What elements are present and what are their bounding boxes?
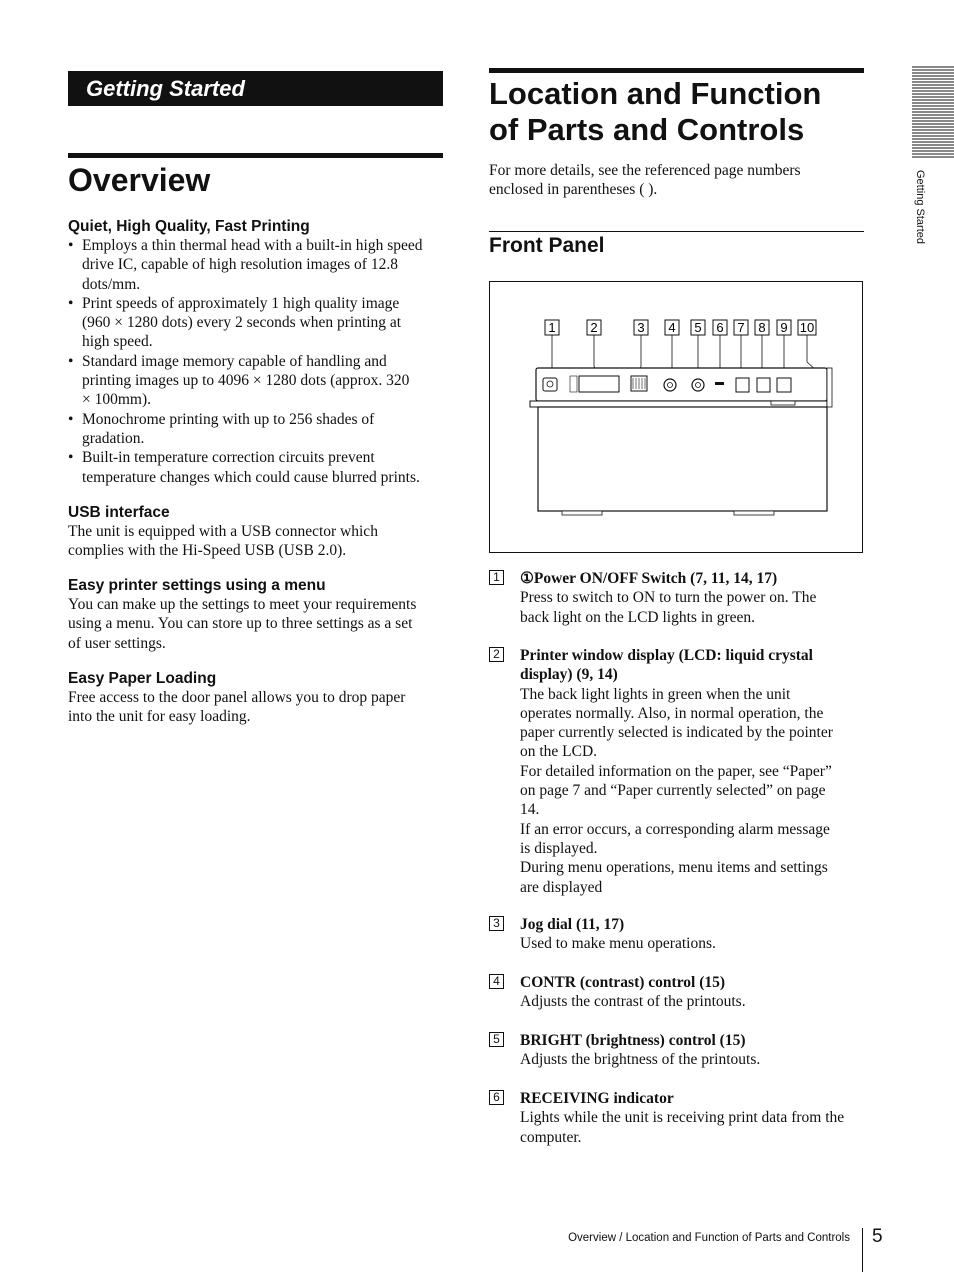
- part-description-line: During menu operations, menu items and settings: [520, 859, 828, 877]
- part-description-line: on the LCD.: [520, 743, 598, 761]
- front-panel-heading: Front Panel: [489, 234, 605, 257]
- part-title: ①Power ON/OFF Switch (7, 11, 14, 17): [520, 570, 778, 587]
- part-number-box: 2: [489, 647, 504, 662]
- part-description-line: is displayed.: [520, 839, 598, 857]
- part-item-1: [489, 569, 864, 627]
- part-description-line: back light on the LCD lights in green.: [520, 608, 756, 626]
- part-item-6: [489, 1089, 864, 1147]
- overview-subheading: USB interface: [68, 504, 170, 521]
- part-title: Printer window display (LCD: liquid crystal: [520, 647, 813, 664]
- open-button: [777, 378, 791, 392]
- part-description-line: For detailed information on the paper, see “Paper”: [520, 762, 832, 780]
- callout-number: 9: [780, 320, 788, 335]
- bullet-item: • Built-in temperature correction circuits prevent temperature changes which could cause blurred prints.: [68, 448, 446, 487]
- part-description-line: computer.: [520, 1128, 582, 1146]
- footer-rule: [862, 1228, 863, 1272]
- callout-number: 3: [637, 320, 645, 335]
- part-title: RECEIVING indicator: [520, 1090, 674, 1107]
- bullet-item: • Standard image memory capable of handling and printing images up to 4096 × 1280 dots (approx. 320 × 100mm).: [68, 352, 446, 410]
- main-intro-paragraph: For more details, see the referenced page numbers enclosed in parentheses ( ).: [489, 162, 801, 199]
- part-description-line: are displayed: [520, 878, 603, 896]
- printer-foot-left: [562, 511, 602, 515]
- callout-number: 4: [668, 320, 676, 335]
- part-number-box: 4: [489, 974, 504, 989]
- part-description-line: Used to make menu operations.: [520, 935, 716, 953]
- part-number-box: 1: [489, 570, 504, 585]
- contrast-knob-center: [668, 383, 673, 388]
- callout-group: [545, 320, 816, 335]
- callout-number: 2: [590, 320, 598, 335]
- callout-number: 8: [758, 320, 766, 335]
- callout-number: 7: [737, 320, 745, 335]
- callout-number: 5: [694, 320, 702, 335]
- part-description-line: Lights while the unit is receiving print data from the: [520, 1109, 845, 1127]
- part-item-4: [489, 973, 864, 1012]
- overview-subheading: Easy Paper Loading: [68, 670, 217, 687]
- part-description-line: 14.: [520, 801, 540, 819]
- overview-subheading: Quiet, High Quality, Fast Printing: [68, 218, 310, 235]
- callout-number: 10: [799, 320, 815, 335]
- part-description-line: If an error occurs, a corresponding alarm message: [520, 820, 830, 838]
- receiving-indicator: [715, 382, 724, 385]
- callout-leader: [807, 335, 818, 372]
- copy-button: [757, 378, 770, 392]
- part-description-line: operates normally. Also, in normal operation, the: [520, 704, 824, 722]
- bullet-item: • Employs a thin thermal head with a built-in high speed drive IC, capable of high resolution images of 12.8 dots/mm.: [68, 236, 446, 294]
- part-title: Jog dial (11, 17): [520, 916, 625, 933]
- overview-title: Overview: [68, 162, 211, 198]
- part-description-line: paper currently selected is indicated by the pointer: [520, 724, 833, 742]
- side-tab-marker: [912, 66, 954, 158]
- power-switch: [543, 378, 557, 391]
- part-title: CONTR (contrast) control (15): [520, 974, 726, 991]
- footer-running-title: Overview / Location and Function of Parts and Controls: [568, 1232, 850, 1244]
- callout-number: 6: [716, 320, 724, 335]
- overview-section-paper: [68, 669, 446, 727]
- bullet-item: • Print speeds of approximately 1 high quality image (960 × 1280 dots) every 2 seconds when printing at high speed.: [68, 294, 446, 352]
- part-item-5: [489, 1031, 864, 1070]
- feature-bullet-list: [68, 236, 446, 487]
- lcd-display: [579, 376, 619, 392]
- overview-subheading: Easy printer settings using a menu: [68, 577, 326, 594]
- printer-side-edge: [827, 368, 832, 407]
- front-panel-rule: [489, 231, 864, 232]
- part-number-box: 5: [489, 1032, 504, 1047]
- printer-slot-tab: [771, 401, 795, 405]
- brightness-knob-center: [696, 383, 701, 388]
- part-description-line: Press to switch to ON to turn the power on. The: [520, 589, 817, 607]
- overview-paragraph: You can make up the settings to meet your requirements using a menu. You can store up to three settings as a set of user settings.: [68, 596, 417, 652]
- part-number-box: 3: [489, 916, 504, 931]
- callout-number: 1: [548, 320, 556, 335]
- printer-door: [538, 407, 827, 511]
- part-number-box: 6: [489, 1090, 504, 1105]
- main-title-rule: [489, 68, 864, 73]
- overview-section-usb: [68, 503, 446, 561]
- overview-section-menu: [68, 576, 446, 653]
- main-title: Location and Function of Parts and Controls: [489, 76, 822, 147]
- overview-paragraph: The unit is equipped with a USB connector which complies with the Hi-Speed USB (USB 2.0).: [68, 523, 378, 560]
- part-title: display) (9, 14): [520, 666, 618, 684]
- overview-title-rule: [68, 153, 443, 158]
- page-number: 5: [872, 1226, 883, 1247]
- overview-paragraph: Free access to the door panel allows you to drop paper into the unit for easy loading.: [68, 689, 406, 726]
- part-description-line: Adjusts the contrast of the printouts.: [520, 993, 746, 1011]
- printer-foot-right: [734, 511, 774, 515]
- bullet-item: • Monochrome printing with up to 256 shades of gradation.: [68, 410, 446, 449]
- section-header-label: Getting Started: [86, 76, 245, 101]
- side-tab-label: Getting Started: [914, 170, 926, 244]
- part-description-line: on page 7 and “Paper currently selected” on page: [520, 782, 826, 800]
- part-description-line: The back light lights in green when the unit: [520, 685, 791, 703]
- part-description-line: Adjusts the brightness of the printouts.: [520, 1051, 761, 1069]
- overview-section-printing: [68, 217, 446, 487]
- part-item-3: [489, 915, 864, 954]
- section-header-bar: [68, 71, 443, 106]
- printer-front-illustration: [490, 282, 864, 554]
- part-item-2: [489, 646, 864, 897]
- lcd-paper-indicator: [570, 376, 577, 392]
- front-panel-figure: [489, 281, 863, 553]
- part-title: BRIGHT (brightness) control (15): [520, 1032, 746, 1049]
- print-button: [736, 378, 749, 392]
